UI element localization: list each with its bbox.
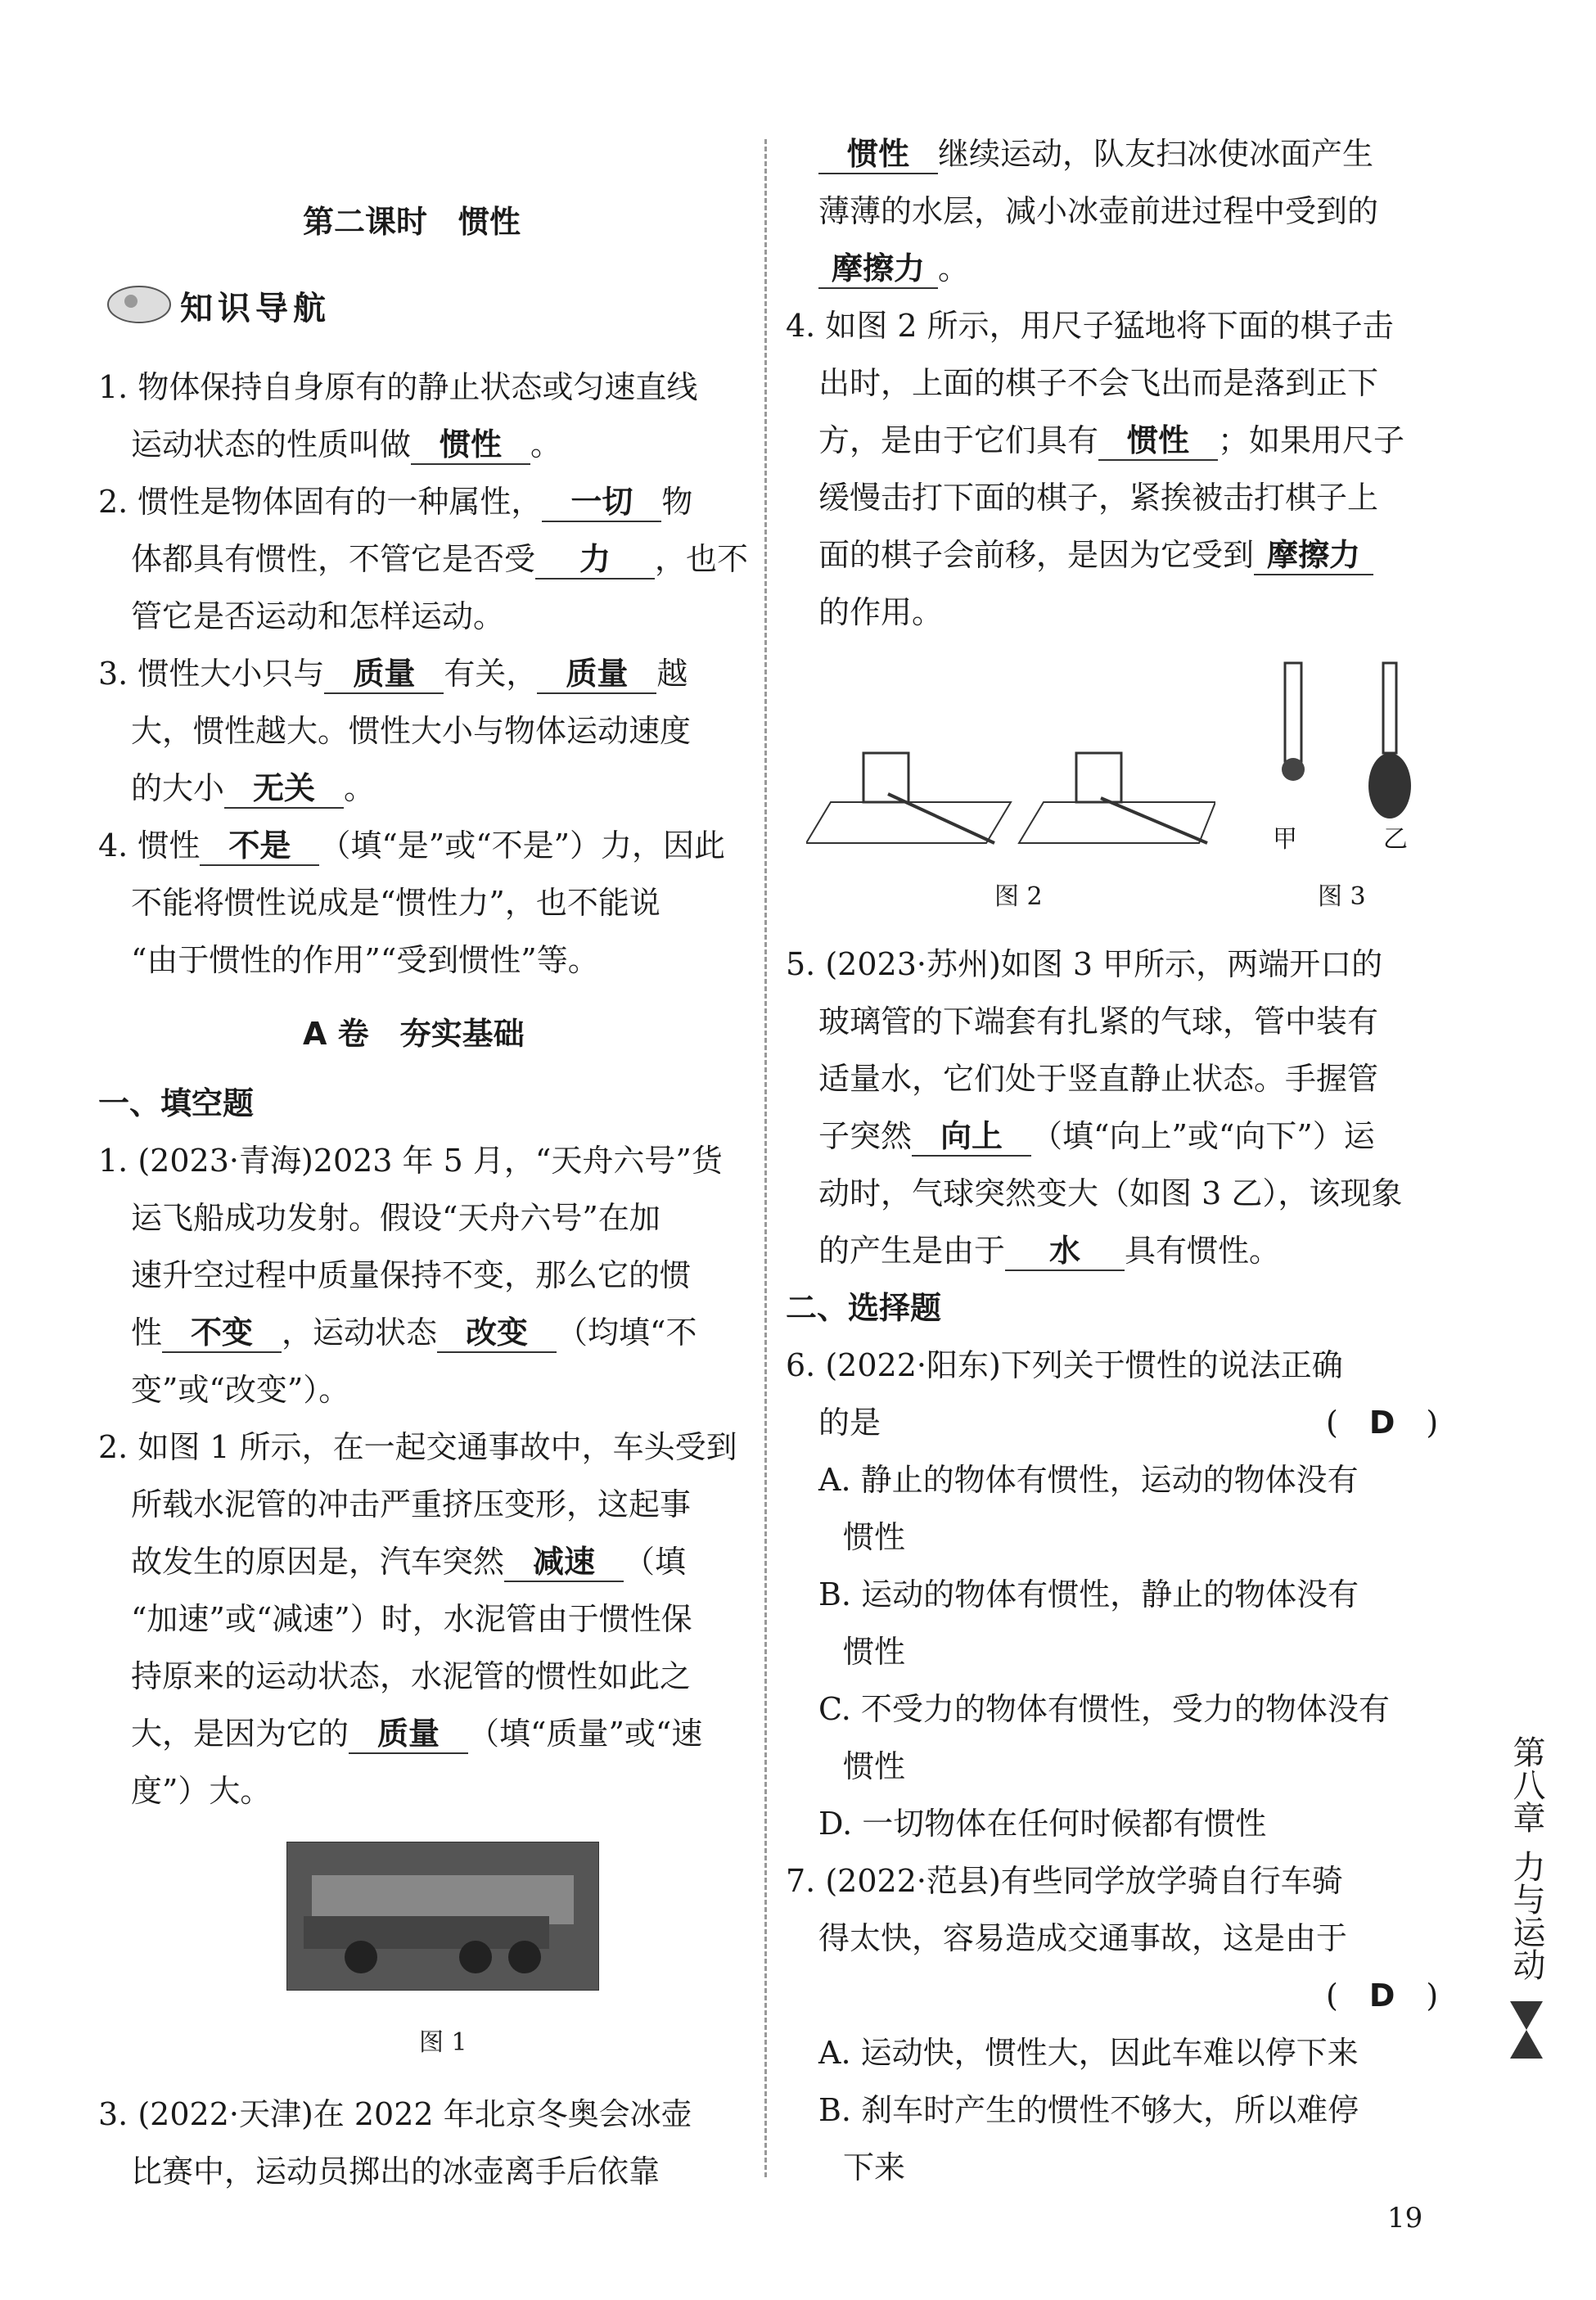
question-5-line: 5. (2023·苏州)如图 3 甲所示，两端开口的	[786, 946, 1383, 982]
hourglass-icon	[1506, 1997, 1547, 2063]
question-7-option: B. 刹车时产生的惯性不够大，所以难停	[818, 2092, 1359, 2128]
question-2-line: “加速”或“减速”）时，水泥管由于惯性保	[131, 1601, 692, 1637]
answer-blank: 摩擦力	[818, 250, 938, 289]
fill-heading: 一、填空题	[98, 1085, 255, 1121]
question-7-stem: 得太快，容易造成交通事故，这是由于	[818, 1920, 1348, 1956]
question-7-answer: ( D )	[1326, 1978, 1439, 2014]
question-6-option: D. 一切物体在任何时候都有惯性	[818, 1806, 1267, 1842]
figure-3-label-jia: 甲	[1273, 825, 1297, 854]
column-divider	[764, 139, 767, 2177]
answer-blank: 改变	[437, 1314, 557, 1353]
answer-blank: 质量	[537, 655, 656, 694]
question-6-stem: 6. (2022·阳东)下列关于惯性的说法正确	[786, 1347, 1343, 1383]
figure-2-stack	[806, 737, 1215, 859]
question-4-line: 面的棋子会前移，是因为它受到 摩擦力	[818, 536, 1373, 575]
side-tab-topic: 力与运动	[1508, 1850, 1545, 1981]
answer-blank: 摩擦力	[1254, 536, 1373, 575]
knowledge-line: 管它是否运动和怎样运动。	[131, 598, 505, 634]
question-6-option: 惯性	[843, 1519, 906, 1555]
question-6-option: 惯性	[843, 1748, 906, 1784]
question-2-line: 2. 如图 1 所示，在一起交通事故中，车头受到	[98, 1429, 737, 1465]
side-tab	[1502, 1735, 1551, 2072]
answer-blank: 惯性	[1098, 422, 1218, 461]
question-1-line: 1. (2023·青海)2023 年 5 月，“天舟六号”货	[98, 1143, 723, 1179]
answer-blank: 质量	[324, 655, 444, 694]
answer-blank: 不变	[162, 1314, 282, 1353]
knowledge-line: 3. 惯性大小只与 质量 有关， 质量 越	[98, 655, 688, 694]
knowledge-line: 4. 惯性 不是 （填“是”或“不是”）力，因此	[98, 827, 725, 866]
choice-heading: 二、选择题	[786, 1290, 942, 1326]
figure-1-caption: 图 1	[419, 2028, 467, 2057]
question-4-line: 的作用。	[818, 594, 944, 630]
question-3-line: 摩擦力 。	[818, 250, 969, 289]
question-6-option: C. 不受力的物体有惯性，受力的物体没有	[818, 1691, 1390, 1727]
question-3-line: 3. (2022·天津)在 2022 年北京冬奥会冰壶	[98, 2096, 692, 2132]
knowledge-line: “由于惯性的作用”“受到惯性”等。	[131, 942, 599, 978]
answer-blank: 水	[1005, 1232, 1125, 1271]
answer-blank: 一切	[542, 483, 661, 522]
question-6-option: A. 静止的物体有惯性，运动的物体没有	[818, 1462, 1359, 1498]
question-2-line: 度”）大。	[131, 1773, 272, 1809]
question-1-line: 运飞船成功发射。假设“天舟六号”在加	[131, 1200, 660, 1236]
question-4-line: 4. 如图 2 所示，用尺子猛地将下面的棋子击	[786, 308, 1394, 344]
question-5-line: 玻璃管的下端套有扎紧的气球，管中装有	[818, 1003, 1379, 1040]
question-4-line: 缓慢击打下面的棋子，紧挨被击打棋子上	[818, 480, 1379, 516]
question-1-line: 变”或“改变”）。	[131, 1372, 350, 1408]
question-7-stem: 7. (2022·范县)有些同学放学骑自行车骑	[786, 1863, 1343, 1899]
page-number: 19	[1387, 2202, 1423, 2235]
question-1-line: 性 不变 ，运动状态 改变 （均填“不	[131, 1314, 697, 1353]
knowledge-line: 不能将惯性说成是“惯性力”，也不能说	[131, 885, 660, 921]
question-4-line: 方，是由于它们具有 惯性 ；如果用尺子	[818, 422, 1404, 461]
knowledge-line: 大，惯性越大。惯性大小与物体运动速度	[131, 713, 692, 749]
answer-blank: 无关	[224, 769, 344, 809]
answer-blank: 向上	[912, 1117, 1031, 1157]
answer-blank: 减速	[504, 1543, 624, 1582]
figure-1-truck	[286, 1842, 599, 1991]
knowledge-line: 体都具有惯性，不管它是否受 力 ，也不	[131, 540, 748, 580]
question-3-line: 薄薄的水层，减小冰壶前进过程中受到的	[818, 193, 1379, 229]
question-5-line: 适量水，它们处于竖直静止状态。手握管	[818, 1061, 1379, 1097]
question-6-option: B. 运动的物体有惯性，静止的物体没有	[818, 1576, 1359, 1612]
question-7-option: 下来	[843, 2149, 906, 2185]
question-3-line: 惯性 继续运动，队友扫冰使冰面产生	[818, 135, 1373, 174]
figure-3-label-yi: 乙	[1383, 825, 1408, 854]
answer-blank: 惯性	[411, 426, 530, 465]
question-5-line: 的产生是由于 水 具有惯性。	[818, 1232, 1280, 1271]
question-5-line: 子突然 向上 （填“向上”或“向下”）运	[818, 1117, 1375, 1157]
question-5-line: 动时，气球突然变大（如图 3 乙），该现象	[818, 1175, 1403, 1211]
question-2-line: 持原来的运动状态，水泥管的惯性如此之	[131, 1658, 692, 1694]
knowledge-line: 2. 惯性是物体固有的一种属性， 一切 物	[98, 483, 692, 522]
question-4-line: 出时，上面的棋子不会飞出而是落到正下	[818, 365, 1379, 401]
question-2-line: 故发生的原因是，汽车突然 减速 （填	[131, 1543, 686, 1582]
badge-label: 知识导航	[180, 290, 331, 327]
figure-3-tubes	[1260, 655, 1424, 843]
question-7-option: A. 运动快，惯性大，因此车难以停下来	[818, 2035, 1359, 2071]
answer-blank: 惯性	[818, 135, 938, 174]
answer-blank: 不是	[200, 827, 319, 866]
figure-2-caption: 图 2	[994, 882, 1043, 911]
knowledge-line: 1. 物体保持自身原有的静止状态或匀速直线	[98, 369, 698, 405]
question-6-stem: 的是	[818, 1405, 881, 1441]
question-3-line: 比赛中，运动员掷出的冰壶离手后依靠	[131, 2153, 660, 2190]
answer-blank: 力	[535, 540, 655, 580]
figure-3-caption: 图 3	[1318, 882, 1366, 911]
question-2-line: 所载水泥管的冲击严重挤压变形，这起事	[131, 1486, 692, 1522]
question-6-answer: ( D )	[1326, 1405, 1439, 1441]
section-a-heading: A 卷 夯实基础	[303, 1016, 525, 1052]
lesson-title: 第二课时 惯性	[303, 204, 521, 240]
answer-blank: 质量	[349, 1715, 468, 1754]
question-1-line: 速升空过程中质量保持不变，那么它的惯	[131, 1257, 692, 1293]
knowledge-line: 运动状态的性质叫做 惯性 。	[131, 426, 561, 465]
side-tab-chapter: 第八章	[1508, 1735, 1545, 1833]
knowledge-line: 的大小 无关 。	[131, 769, 375, 809]
question-6-option: 惯性	[843, 1634, 906, 1670]
question-2-line: 大，是因为它的 质量 （填“质量”或“速	[131, 1715, 702, 1754]
